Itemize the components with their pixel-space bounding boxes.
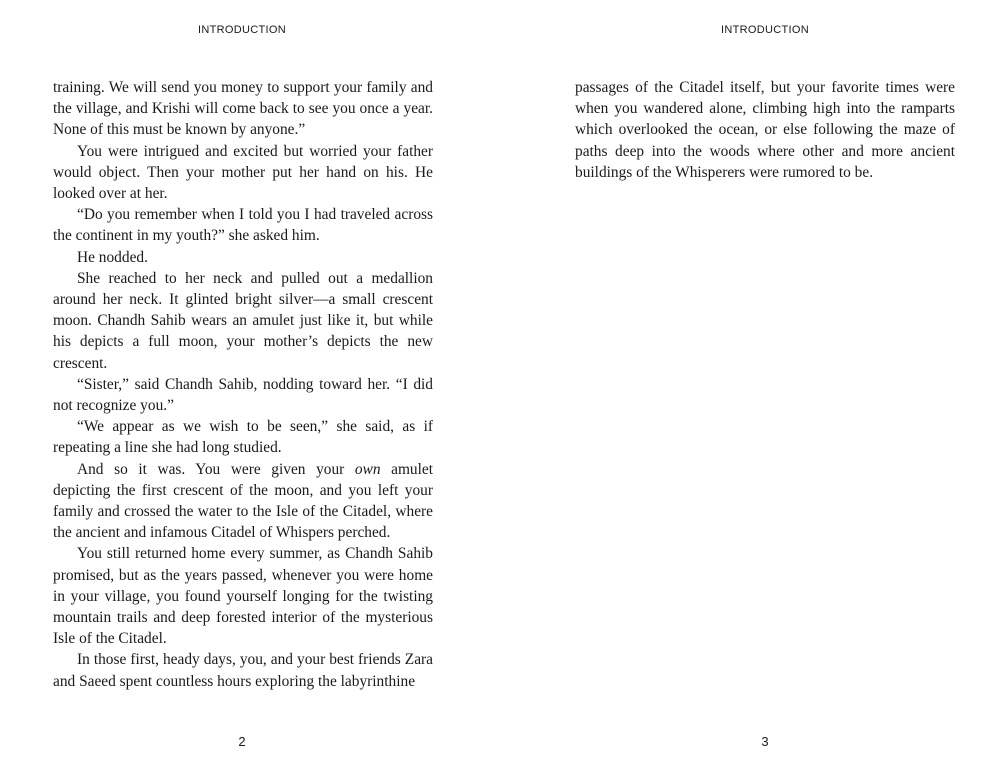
paragraph: You still returned home every summer, as Chandh Sahib promised, but as the years passed, whenever you were home in your village, you found yourself longing for the twisting mountain trails and deep forested interior of the mysterious Isle of the Citadel. — [53, 545, 433, 648]
right-page — [500, 0, 1000, 773]
text-run: amulet depicting the first crescent of the moon, and you left your family and crossed the water to the Isle of the Citadel, where the ancient and infamous Citadel of Whispers perched. — [53, 460, 433, 542]
paragraph: training. We will send you money to support your family and the village, and Krishi will come back to see you once a year. None of this must be known by anyone.” — [53, 79, 433, 139]
left-body-text — [53, 77, 433, 692]
paragraph: “Sister,” said Chandh Sahib, nodding toward her. “I did not recognize you.” — [53, 375, 433, 415]
running-head-text: INTRODUCTION — [721, 24, 809, 36]
paragraph: In those first, heady days, you, and your best friends Zara and Saeed spent countless hours exploring the labyrinthine — [53, 651, 433, 690]
italic-text-run: own — [354, 460, 381, 478]
text-run: And so it was. You were given your — [77, 460, 355, 478]
paragraph: “Do you remember when I told you I had traveled across the continent in my youth?” she asked him. — [53, 206, 433, 245]
paragraph: You were intrigued and excited but worried your father would object. Then your mother put her hand on his. He looked over at her. — [53, 142, 433, 203]
paragraph: He nodded. — [77, 248, 148, 266]
paragraph — [53, 459, 433, 544]
running-head-text: INTRODUCTION — [198, 24, 286, 36]
paragraph: passages of the Citadel itself, but your favorite times were when you wandered alone, climbing high into the ramparts which overlooked the ocean, or else following the maze of paths deep into the woods where other and more ancient buildings of the Whisperers were rumored to be. — [575, 79, 955, 181]
paragraph: She reached to her neck and pulled out a medallion around her neck. It glinted bright silver—a small crescent moon. Chandh Sahib wears an amulet just like it, but while his depicts a full moon, your mother’s depicts the new crescent. — [53, 269, 433, 372]
page-number-text: 2 — [238, 734, 246, 749]
right-body-text — [575, 77, 955, 183]
paragraph: “We appear as we wish to be seen,” she said, as if repeating a line she had long studied. — [53, 418, 433, 457]
page-number-text: 3 — [761, 734, 769, 749]
